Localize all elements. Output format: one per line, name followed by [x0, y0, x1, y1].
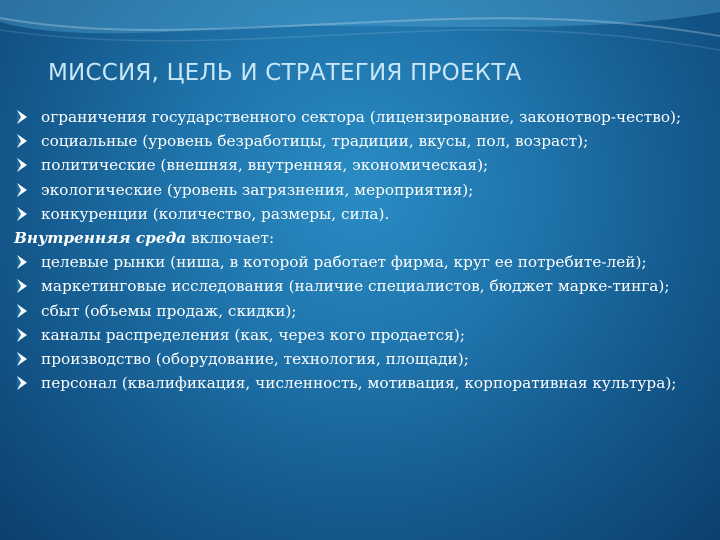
- bullet-text: сбыт (объемы продаж, скидки);: [41, 301, 297, 320]
- arrow-bullet-icon: [17, 255, 27, 269]
- bullet-text: каналы распределения (как, через кого продается);: [41, 325, 466, 344]
- section-heading-text: включает:: [186, 229, 275, 248]
- bullet-item: [14, 371, 704, 395]
- bullet-text: конкуренции (количество, размеры, сила).: [41, 204, 390, 223]
- bullet-text: целевые рынки (ниша, в которой работает фирма, круг ее потребите-лей);: [41, 253, 647, 272]
- arrow-bullet-icon: [17, 207, 27, 221]
- bullet-text: персонал (квалификация, численность, мотивация, корпоративная культура);: [41, 374, 677, 393]
- slide-content: [14, 105, 704, 395]
- bullet-item: [14, 250, 704, 274]
- bullet-item: [14, 347, 704, 371]
- bullet-item: [14, 153, 704, 177]
- bullet-item: [14, 274, 704, 298]
- section-heading: [14, 226, 704, 250]
- arrow-bullet-icon: [17, 279, 27, 293]
- arrow-bullet-icon: [17, 328, 27, 342]
- arrow-bullet-icon: [17, 183, 27, 197]
- bullet-item: [14, 129, 704, 153]
- bullet-text: производство (оборудование, технология, площади);: [41, 350, 469, 369]
- arrow-bullet-icon: [17, 352, 27, 366]
- arrow-bullet-icon: [17, 158, 27, 172]
- bullet-text: политические (внешняя, внутренняя, экономическая);: [41, 156, 489, 175]
- arrow-bullet-icon: [17, 110, 27, 124]
- bullet-item: [14, 299, 704, 323]
- bullet-item: [14, 105, 704, 129]
- arrow-bullet-icon: [17, 134, 27, 148]
- bullet-item: [14, 178, 704, 202]
- bullet-text: социальные (уровень безработицы, традиции, вкусы, пол, возраст);: [41, 132, 589, 151]
- bullet-text: маркетинговые исследования (наличие специалистов, бюджет марке-тинга);: [41, 277, 670, 296]
- bullet-item: [14, 323, 704, 347]
- bullet-text: экологические (уровень загрязнения, мероприятия);: [41, 180, 474, 199]
- section-heading-emphasis: Внутренняя среда: [14, 229, 187, 248]
- arrow-bullet-icon: [17, 376, 27, 390]
- arrow-bullet-icon: [17, 304, 27, 318]
- bullet-item: [14, 202, 704, 226]
- bullet-text: ограничения государственного сектора (лицензирование, законотвор-чество);: [41, 108, 682, 126]
- slide-title: МИССИЯ, ЦЕЛЬ И СТРАТЕГИЯ ПРОЕКТА: [48, 60, 522, 86]
